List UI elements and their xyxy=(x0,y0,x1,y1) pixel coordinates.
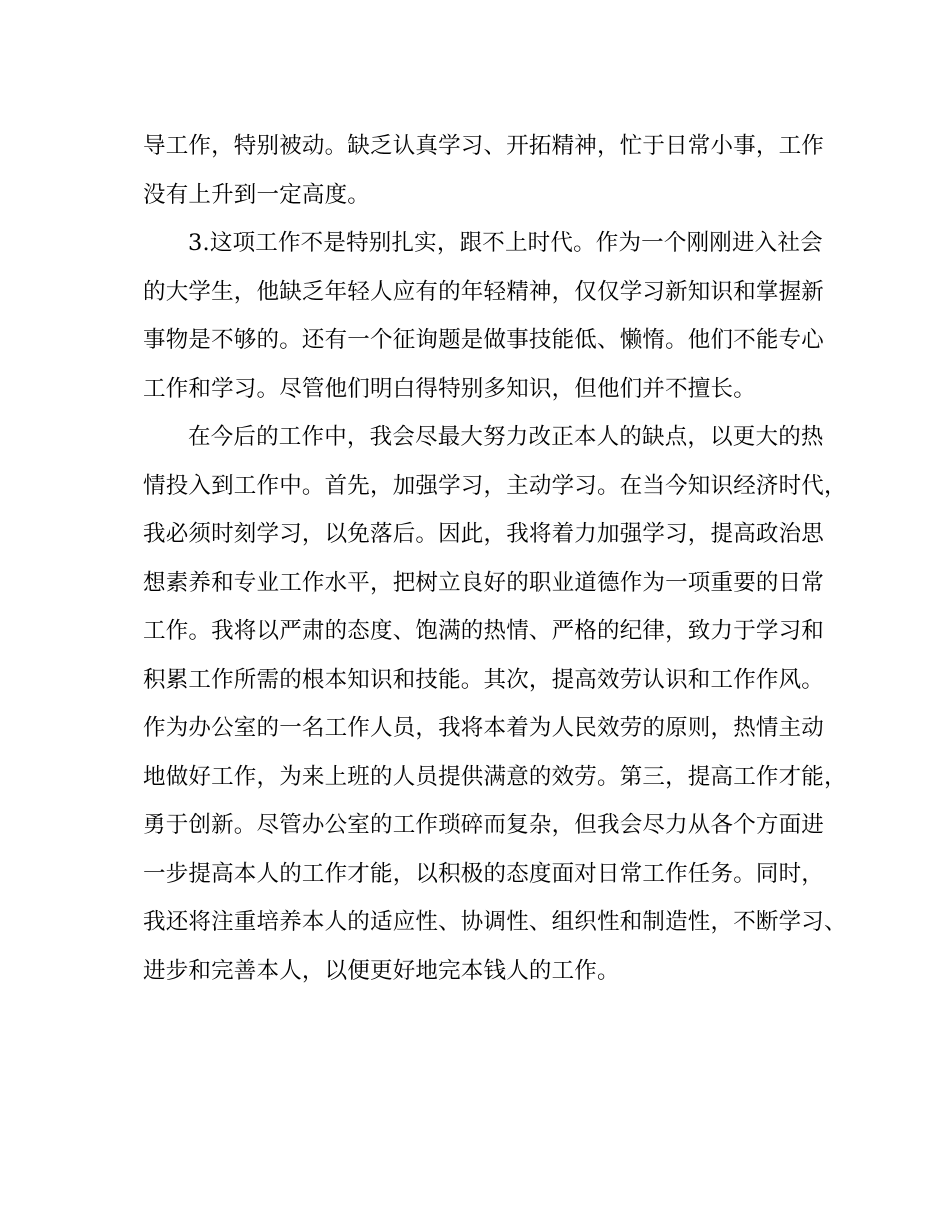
text-line: 想素养和专业工作水平，把树立良好的职业道德作为一项重要的日常 xyxy=(143,569,825,596)
text-line: 我还将注重培养本人的适应性、协调性、组织性和制造性，不断学习、 xyxy=(143,909,847,935)
text-line: 事物是不够的。还有一个征询题是做事技能低、懒惰。他们不能专心 xyxy=(143,327,825,353)
text-line: 工作和学习。尽管他们明白得特别多知识，但他们并不擅长。 xyxy=(143,375,756,402)
text-line: 积累工作所需的根本知识和技能。其次，提高效劳认识和工作作风。 xyxy=(143,666,825,693)
text-line: 作为办公室的一名工作人员，我将本着为人民效劳的原则，热情主动 xyxy=(143,715,825,741)
text-line: 进步和完善本人，以便更好地完本钱人的工作。 xyxy=(143,957,620,984)
text-line: 我必须时刻学习，以免落后。因此，我将着力加强学习，提高政治思 xyxy=(143,521,825,547)
text-line: 一步提高本人的工作才能，以积极的态度面对日常工作任务。同时， xyxy=(143,860,825,887)
text-line: 没有上升到一定高度。 xyxy=(143,181,371,208)
text-line: 工作。我将以严肃的态度、饱满的热情、严格的纪律，致力于学习和 xyxy=(143,618,825,644)
text-line: 在今后的工作中，我会尽最大努力改正本人的缺点，以更大的热 xyxy=(188,424,824,450)
document-body xyxy=(143,122,847,995)
text-line: 地做好工作，为来上班的人员提供满意的效劳。第三，提高工作才能， xyxy=(143,763,847,790)
text-line: 情投入到工作中。首先，加强学习，主动学习。在当今知识经济时代， xyxy=(143,472,847,499)
text-line: 勇于创新。尽管办公室的工作琐碎而复杂，但我会尽力从各个方面进 xyxy=(143,812,825,838)
text-line: 导工作，特别被动。缺乏认真学习、开拓精神，忙于日常小事，工作 xyxy=(143,133,825,159)
text-line: 3.这项工作不是特别扎实，跟不上时代。作为一个刚刚进入社会 xyxy=(188,230,823,256)
text-line: 的大学生，他缺乏年轻人应有的年轻精神，仅仅学习新知识和掌握新 xyxy=(143,278,825,305)
